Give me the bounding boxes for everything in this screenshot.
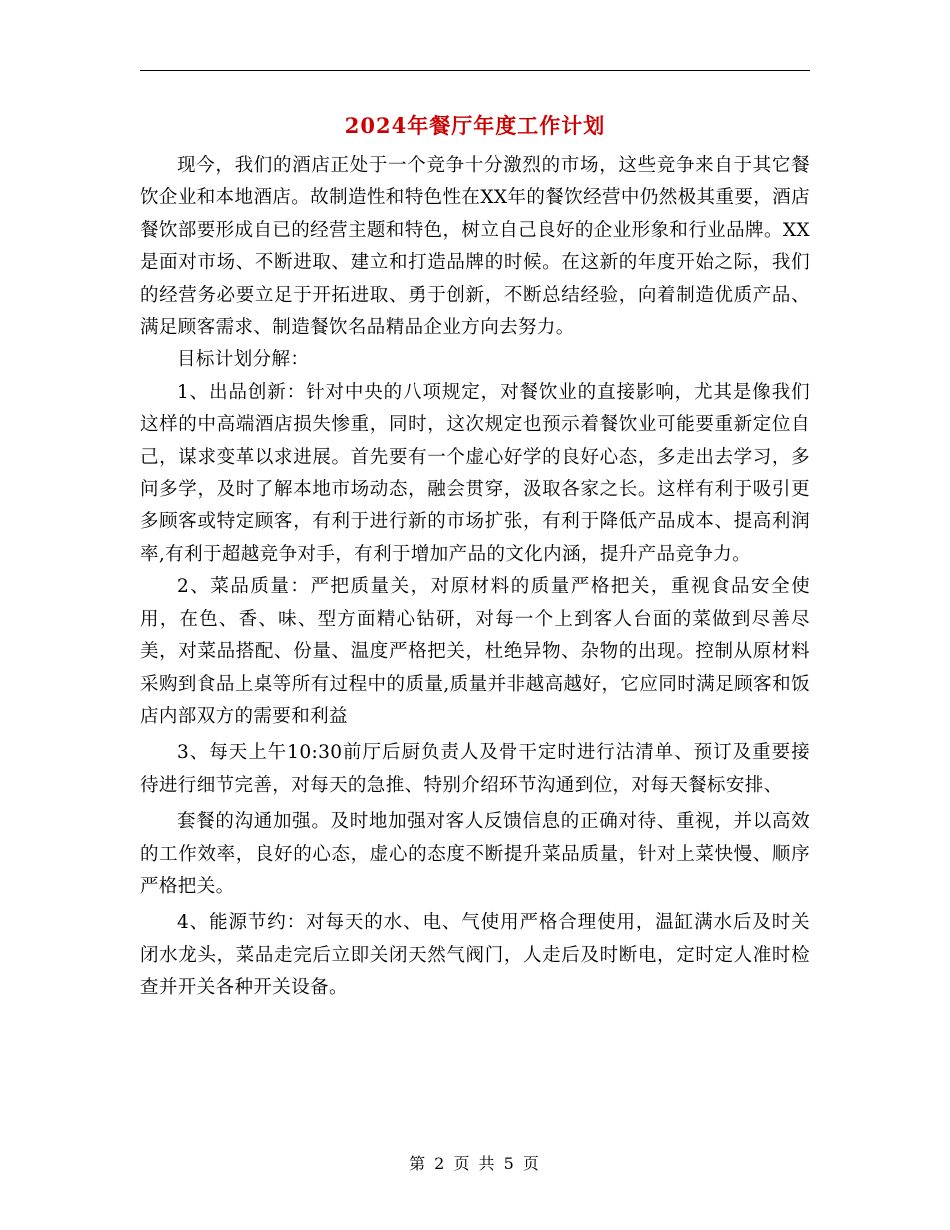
paragraph-item-1: 1、出品创新：针对中央的八项规定，对餐饮业的直接影响，尤其是像我们这样的中高端酒店损失惨重，同时，这次规定也预示着餐饮业可能要重新定位自己，谋求变革以求进展。首先要有一个虚心好学的良好心态，多走出去学习，多问多学，及时了解本地市场动态，融会贯穿，汲取各家之长。这样有利于吸引更多顾客或特定顾客，有利于进行新的市场扩张，有利于降低产品成本、提高利润率,有利于超越竞争对手，有利于增加产品的文化内涵，提升产品竞争力。 <box>140 381 810 565</box>
paragraph-goal-heading: 目标计划分解： <box>177 349 310 371</box>
paragraph-item-3-continued: 套餐的沟通加强。及时地加强对客人反馈信息的正确对待、重视，并以高效的工作效率，良好的心态，虚心的态度不断提升菜品质量，针对上菜快慢、顺序严格把关。 <box>140 811 810 897</box>
document-title: 2024年餐厅年度工作计划 <box>344 113 606 138</box>
header-rule <box>140 70 810 71</box>
paragraph-item-4: 4、能源节约：对每天的水、电、气使用严格合理使用，温缸满水后及时关闭水龙头，菜品走完后立即关闭天然气阀门，人走后及时断电，定时定人准时检查并开关各种开关设备。 <box>140 912 810 999</box>
document-body <box>140 150 810 1005</box>
paragraph-intro: 现今，我们的酒店正处于一个竞争十分激烈的市场，这些竞争来自于其它餐饮企业和本地酒店。故制造性和特色性在XX年的餐饮经营中仍然极其重要，酒店餐饮部要形成自已的经营主题和特色，树立自己良好的企业形象和行业品牌。XX是面对市场、不断进取、建立和打造品牌的时候。在这新的年度开始之际，我们的经营务必要立足于开拓进取、勇于创新，不断总结经验，向着制造优质产品、满足顾客需求、制造餐饮名品精品企业方向去努力。 <box>140 155 810 339</box>
paragraph-item-3: 3、每天上午10:30前厅后厨负责人及骨干定时进行沽清单、预订及重要接待进行细节完善，对每天的急推、特别介绍环节沟通到位，对每天餐标安排、 <box>140 742 810 796</box>
paragraph-item-2: 2、菜品质量：严把质量关，对原材料的质量严格把关，重视食品安全使用，在色、香、味、型方面精心钻研，对每一个上到客人台面的菜做到尽善尽美，对菜品搭配、份量、温度严格把关，杜绝异物、杂物的出现。控制从原材料采购到食品上桌等所有过程中的质量,质量并非越高越好，它应同时满足顾客和饭店内部双方的需要和利益 <box>140 576 810 727</box>
page-number: 第 2 页 共 5 页 <box>409 1154 541 1173</box>
